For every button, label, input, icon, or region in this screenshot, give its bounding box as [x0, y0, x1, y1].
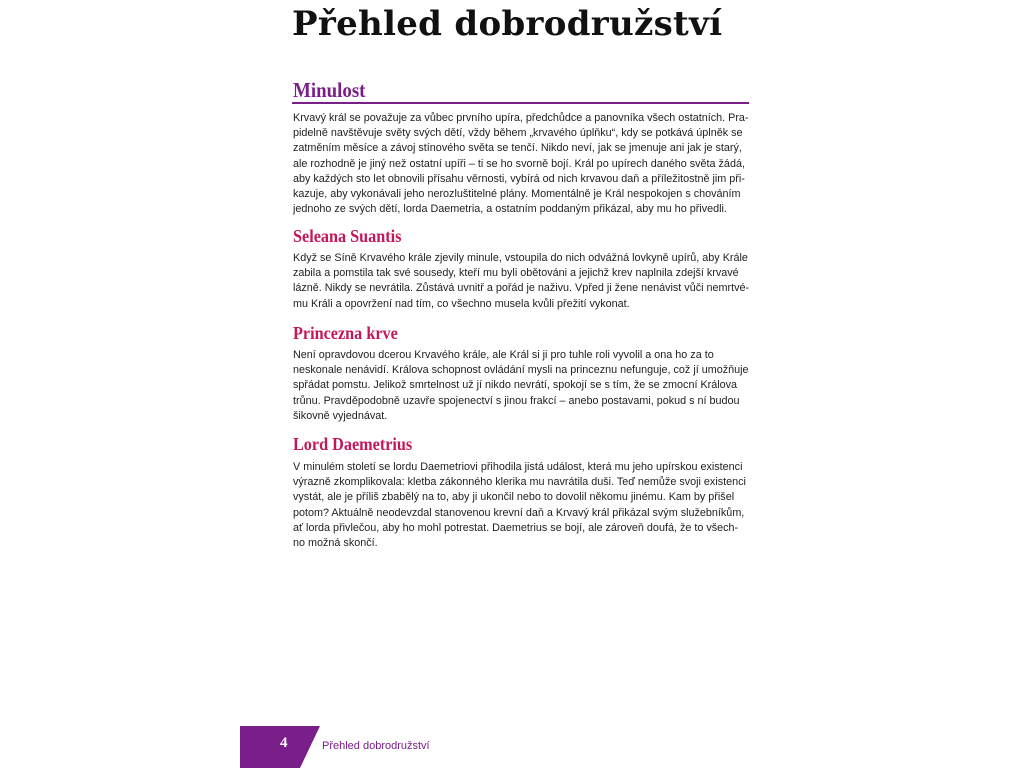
footer-running-title: Přehled dobrodružství — [322, 740, 430, 752]
section-heading-seleana-suantis: Seleana Suantis — [293, 226, 402, 246]
text-line: výrazně zkomplikovala: kletba zákonného klerika mu navrátila duši. Teď nemůže svoji existenci — [293, 476, 746, 489]
text-line: mu Králi a opovržení nad tím, co všechno musela kvůli přežití vykonat. — [293, 297, 630, 310]
text-line: neskonale nenávidí. Králova schopnost ovládání mysli na princeznu nefunguje, což jí umožňuje — [293, 364, 749, 377]
text-line: trůnu. Pravděpodobně uzavře spojenectví s jinou frakcí – anebo postavami, pokud s ní budou — [293, 394, 740, 407]
text-line: zatměním měsíce a závoj stínového světa se tenčí. Nikdo neví, jak se jmenuje ani jak je starý, — [293, 142, 742, 155]
text-line: Krvavý král se považuje za vůbec prvního upíra, předchůdce a panovníka všech ostatních. Pra- — [293, 112, 749, 124]
text-line: šikovně vyjednávat. — [293, 409, 388, 422]
section-heading-princezna-krve: Princezna krve — [293, 323, 398, 343]
text-line: ale rozhodně je jiný než ostatní upíři – ti se ho svorně bojí. Král po upírech daného světa žádá, — [293, 157, 745, 170]
page-title: Přehled dobrodružství — [292, 4, 723, 44]
text-line: kazuje, aby vykonávali jeho nerozluštitelné plány. Momentálně je Král nespokojen s chováním — [293, 188, 741, 201]
paragraph-lord-daemetrius — [293, 460, 763, 551]
text-line: aby každých sto let obnovili přísahu věrnosti, vybírá od nich krvavou daň a příležitostně jim při- — [293, 172, 745, 185]
text-line: pidelně navštěvuje světy svých dětí, vždy během „krvavého úplňku“, kdy se potkává úplněk se — [293, 127, 743, 140]
text-line: no možná skončí. — [293, 537, 378, 550]
page-number: 4 — [280, 735, 288, 751]
section-divider — [292, 102, 749, 104]
text-line: ať lorda přivlečou, aby ho mohl potrestat. Daemetrius se bojí, ale zároveň doufá, že to všech- — [293, 521, 739, 534]
paragraph-minulost — [293, 111, 763, 217]
text-line: zabila a pomstila tak své sousedy, kteří mu byli obětováni a jejichž krev naplnila zdejší krvavé — [293, 267, 739, 280]
section-heading-lord-daemetrius: Lord Daemetrius — [293, 434, 413, 454]
text-line: Když se Síně Krvavého krále zjevily minule, vstoupila do nich odvážná lovkyně upírů, aby Krále — [293, 252, 748, 264]
text-line: V minulém století se lordu Daemetriovi přihodila jistá událost, která mu jeho upírskou existenci — [293, 461, 743, 473]
text-line: jednoho ze svých dětí, lorda Daemetria, a ostatním poddaným přikázal, aby mu ho přivedli. — [293, 203, 727, 216]
paragraph-princezna-krve — [293, 348, 763, 424]
text-line: lázně. Nikdy se nevrátila. Zůstává uvnitř a pořád je naživu. Vpřed ji žene nenávist vůči nemrtvé- — [293, 282, 750, 295]
text-line: vystát, ale je příliš zbabělý na to, aby ji ukončil nebo to dovolil někomu jinému. Kam by přišel — [293, 491, 735, 504]
section-heading-minulost: Minulost — [293, 78, 366, 102]
text-line: potom? Aktuálně neodevzdal stanovenou krevní daň a Krvavý král přikázal svým služebníkům, — [293, 506, 745, 519]
text-line: Není opravdovou dcerou Krvavého krále, ale Král si ji pro tuhle roli vyvolil a ona ho za to — [293, 349, 714, 361]
paragraph-seleana-suantis — [293, 251, 763, 312]
text-line: spřádat pomstu. Jelikož smrtelnost už jí nikdo nevrátí, spokojí se s tím, že se zmocní Králova — [293, 379, 738, 392]
